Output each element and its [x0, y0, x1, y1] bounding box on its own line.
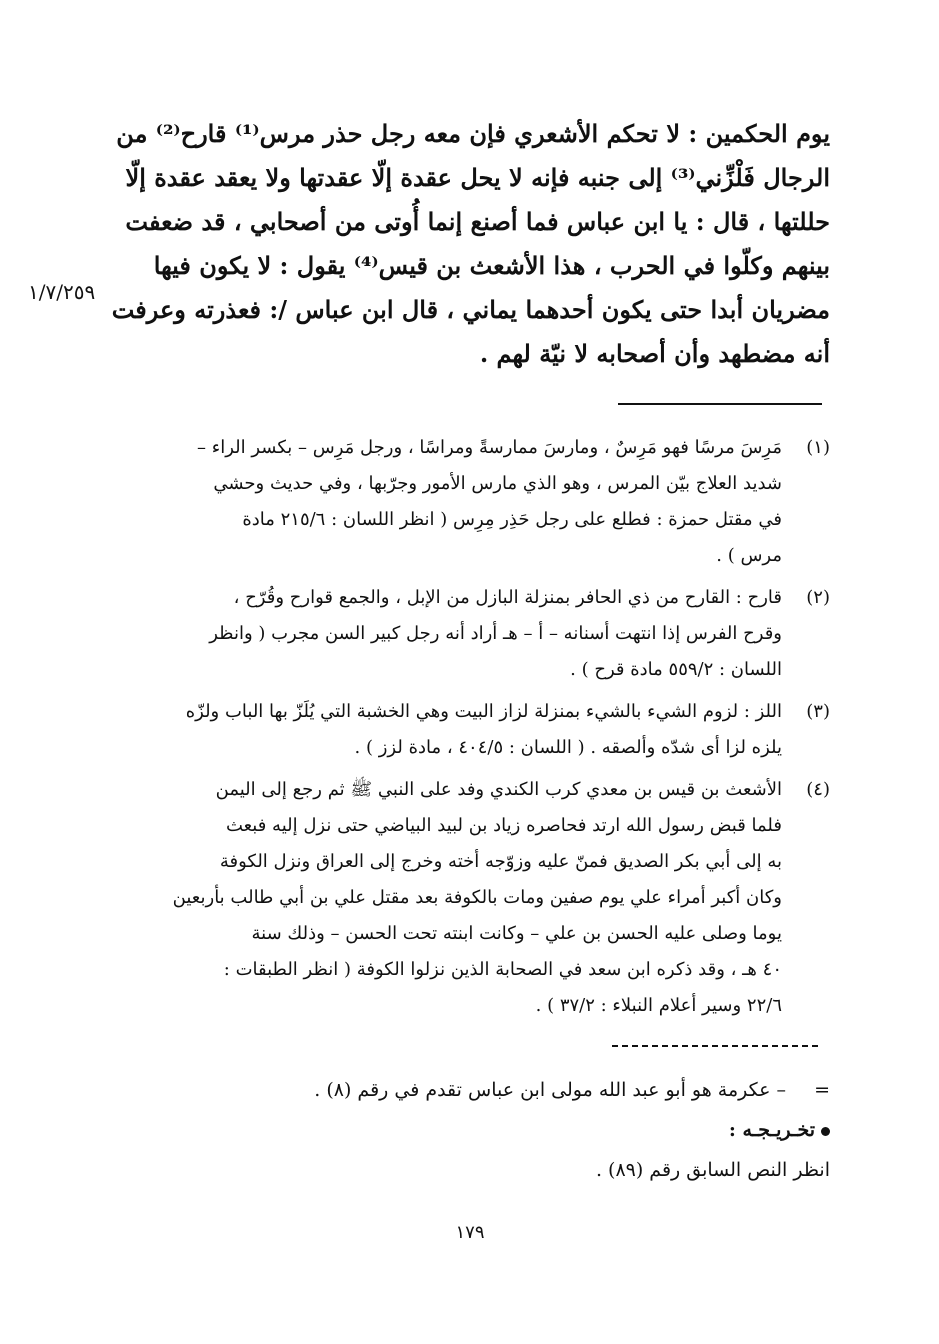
footnote-number: (١): [806, 437, 830, 458]
lower-section: [240, 1070, 830, 1190]
takhrij-text-row: [240, 1150, 830, 1190]
main-text-line: مضريان أبدا حتى يكون أحدهما يماني ، قال ابن عباس /: فعذرته وعرفت: [111, 295, 830, 324]
continuation-marker: =: [814, 1079, 830, 1101]
footnote-body: [150, 430, 782, 574]
footnote-separator-rule: [618, 403, 822, 405]
footnote-line: في مقتل حمزة : فطلع على رجل حَذِر مِرِس ( انظر اللسان : ٢١٥/٦ مادة: [242, 509, 782, 530]
takhrij-heading-row: [240, 1110, 830, 1150]
footnote-line: قارح : القارح من ذي الحافر بمنزلة البازل من الإبل ، والجمع قوارح وقُرّح ،: [233, 587, 782, 608]
footnote-2: [150, 580, 830, 688]
main-text-block: [111, 112, 830, 376]
continuation-text: – عكرمة هو أبو عبد الله مولى ابن عباس تقدم في رقم (٨) .: [314, 1079, 786, 1101]
footnote-line: الأشعث بن قيس بن معدي كرب الكندي وفد على النبي ﷺ ثم رجع إلى اليمن: [215, 779, 782, 800]
bullet-icon: [821, 1127, 830, 1136]
footnote-line: فلما قبض رسول الله ارتد فحاصره زياد بن لبيد البياضي حتى نزل إليه فبعث: [225, 815, 782, 836]
footnote-line: اللز : لزوم الشيء بالشيء بمنزلة لزاز البيت وهي الخشبة التي يُلَزّ بها الباب ولزّه: [185, 701, 782, 722]
footnote-line: مَرِسَ مرسًا فهو مَرِسٌ ، ومارسَ ممارسةً ومراسًا ، ورجل مَرِس – بكسر الراء –: [197, 437, 782, 458]
takhrij-text: انظر النص السابق رقم (٨٩) .: [595, 1159, 830, 1181]
footnote-number: (٤): [806, 779, 830, 800]
takhrij-heading: تخـريـجـه :: [728, 1119, 815, 1141]
footnote-1: [150, 430, 830, 574]
footnote-line: مرس ) .: [716, 545, 782, 566]
footnote-line: وقرح الفرس إذا انتهت أسنانه – أ – هـ أراد أنه رجل كبير السن مجرب ( وانظر: [209, 623, 782, 644]
footnote-number: (٢): [806, 587, 830, 608]
footnote-body: [150, 772, 782, 1024]
main-text-line: يوم الحكمين : لا تحكم الأشعري فإن معه رجل حذر مرس⁽¹⁾ قارح⁽²⁾ من: [116, 119, 830, 148]
main-text-line: بينهم وكلّوا في الحرب ، هذا الأشعث بن قيس⁽⁴⁾ يقول : لا يكون فيها: [153, 251, 830, 280]
margin-reference: ١/٧/٢٥٩: [28, 280, 96, 304]
dashed-separator-rule: [612, 1045, 818, 1047]
footnote-line: اللسان : ٥٥٩/٢ مادة قرح ) .: [570, 659, 782, 680]
footnote-line: وكان أكبر أمراء علي يوم صفين ومات بالكوفة بعد مقتل علي بن أبي طالب بأربعين: [172, 887, 782, 908]
footnote-4: [150, 772, 830, 1024]
footnote-number: (٣): [806, 701, 830, 722]
footnote-line: يلزه لزا أى شدّه وألصقه . ( اللسان : ٤٠٤/٥ ، مادة لزز ) .: [354, 737, 782, 758]
page-number: ١٧٩: [455, 1222, 485, 1243]
footnote-body: [150, 580, 782, 688]
footnote-3: [150, 694, 830, 766]
main-text-line: أنه مضطهد وأن أصحابه لا نيّة لهم .: [479, 339, 830, 368]
footnote-line: به إلى أبي بكر الصديق فمنّ عليه وزوّجه أخته وخرج إلى العراق ونزل الكوفة: [219, 851, 782, 872]
footnote-line: ٢٢/٦ وسير أعلام النبلاء : ٣٧/٢ ) .: [535, 995, 782, 1016]
continuation-row: [240, 1070, 830, 1110]
footnote-line: يوما وصلى عليه الحسن بن علي – وكانت ابنته تحت الحسن – وذلك سنة: [251, 923, 782, 944]
main-text-line: الرجال فَلْزِّني⁽³⁾ إلى جنبه فإنه لا يحل عقدة إلّا عقدتها ولا يعقد عقدة إلّا: [125, 163, 830, 192]
main-text-line: حللتها ، قال : يا ابن عباس فما أصنع إنما أُوتى من أصحابي ، قد ضعفت: [125, 207, 830, 236]
footnote-line: شديد العلاج بيّن المرس ، وهو الذي مارس الأمور وجرّبها ، وفي حديث وحشي: [213, 473, 782, 494]
footnotes-section: [150, 430, 830, 1030]
footnote-body: [150, 694, 782, 766]
footnote-line: ٤٠ هـ ، وقد ذكره ابن سعد في الصحابة الذين نزلوا الكوفة ( انظر الطبقات :: [223, 959, 782, 980]
